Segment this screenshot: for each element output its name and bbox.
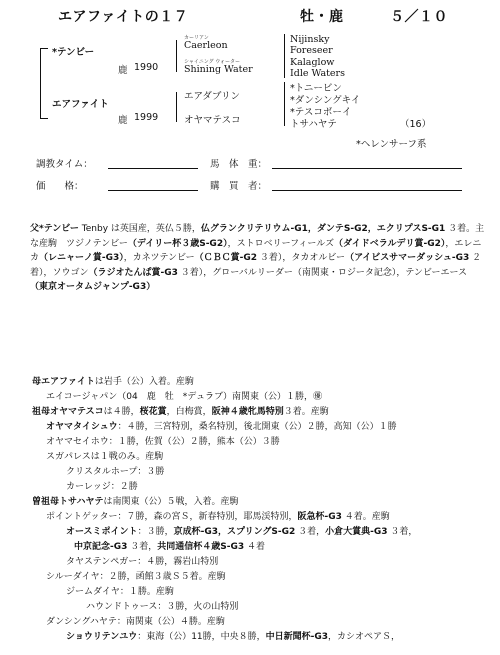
sex-color: 牡・鹿 <box>300 9 344 25</box>
horse-name: エアファイトの１７ <box>58 9 189 25</box>
sire-text-segment: （ＣＢＣ賞-G2 <box>194 253 258 263</box>
sire-text-segment: （東京オータムジャンプ-G3） <box>30 282 156 292</box>
row-text-segment: ：４勝，三宮特別，桑名特別，後北開東（公）２勝，高知（公）１勝 <box>117 422 397 432</box>
g3-5: *トニービン <box>290 83 342 94</box>
sire-name: *テンビー <box>52 47 95 58</box>
g3-8: トサハヤテ <box>290 119 337 130</box>
sire-paragraph <box>30 222 485 295</box>
dam-color: 鹿 <box>118 115 128 126</box>
sire-sire-ruby: カーリアン <box>184 35 209 41</box>
sire-text-segment: *テンビー <box>39 224 79 234</box>
row-text-segment: ４着 <box>244 542 266 552</box>
row-text-segment: ショウリテンユウ <box>66 632 138 642</box>
female-line-row <box>46 509 390 522</box>
row-text-segment: ：東海（公）11勝，中央８勝， <box>137 632 266 642</box>
female-line-row <box>46 389 322 402</box>
row-text-segment: 小倉大賞典-G3 <box>325 527 388 537</box>
sire-dam-name: Shining Water <box>184 64 253 75</box>
trainer-time-field[interactable] <box>108 168 198 169</box>
row-text-segment: 京成杯-G3，スプリングS-G2 <box>173 527 296 537</box>
pedigree-tick <box>40 48 48 49</box>
row-text-segment: ジームダイヤ：１勝。産駒 <box>66 587 174 597</box>
female-line-row <box>32 494 238 507</box>
row-text-segment: カーレッジ：２勝 <box>66 482 138 492</box>
female-line-row <box>86 599 238 612</box>
price-field[interactable] <box>108 190 198 191</box>
row-text-segment: オースミポイント <box>66 527 138 537</box>
row-text-segment: ３着。産駒 <box>283 407 329 417</box>
pedigree-bracket-sire <box>176 40 177 72</box>
sire-dam-ruby: シャイニング ウォーター <box>184 59 240 65</box>
body-weight-field[interactable] <box>272 168 462 169</box>
dam-sire-name: エアダブリン <box>184 91 240 102</box>
row-text-segment: ３着， <box>387 527 418 537</box>
row-text-segment: タヤステンペガー：４勝，霧岩山特別 <box>66 557 219 567</box>
pedigree-bracket-g3b <box>284 82 285 126</box>
row-text-segment: 曽祖母トサハヤテ <box>32 497 104 507</box>
female-line-row <box>46 569 226 582</box>
row-text-segment: 中日新聞杯-G3 <box>265 632 329 642</box>
g3-6: *ダンシングキイ <box>290 95 361 106</box>
row-text-segment: ４着。産駒 <box>341 512 390 522</box>
female-line-row <box>66 524 417 537</box>
sire-text-segment: ３着。主な産駒 ツジノテンビー <box>30 224 485 249</box>
inbreed-count: （16） <box>400 119 432 130</box>
row-text-segment: 桜花賞 <box>139 407 167 417</box>
row-text-segment: 阪急杯-G3 <box>297 512 342 522</box>
row-text-segment: 母エアファイト <box>32 377 95 387</box>
sire-text-segment: （ダイドベラルデリ賞-G2） <box>333 238 446 249</box>
row-text-segment: 中京記念-G3 <box>74 542 128 552</box>
row-text-segment: ポイントゲッター：７勝，森の宮Ｓ，新春特別，耶馬渓特別， <box>46 512 298 522</box>
female-line-row <box>74 539 265 552</box>
buyer-field[interactable] <box>272 190 462 191</box>
sire-text-segment: （ラジオたんぱ賞-G3 <box>88 267 178 278</box>
female-line-row <box>46 449 163 462</box>
g3-4: Idle Waters <box>290 68 345 79</box>
foaling-date: ５／１０ <box>390 9 448 25</box>
row-text-segment: は岩手（公）入着。産駒 <box>94 377 194 387</box>
row-text-segment: エイコージャパン（04 鹿 牡 *デュラブ）南関東（公）１勝， <box>46 392 314 402</box>
dam-year: 1999 <box>134 112 159 123</box>
body-weight-label: 馬 体 重： <box>210 159 268 170</box>
female-line-row <box>46 614 225 627</box>
sire-year: 1990 <box>134 62 159 73</box>
sire-text-segment: Tenby は英国産，英仏５勝， <box>78 224 201 234</box>
sire-text-segment: ，ストロベリーフィールズ <box>227 238 334 249</box>
pedigree-bracket-main <box>40 48 41 118</box>
sire-text-segment: 父 <box>30 224 40 234</box>
female-line-row <box>46 434 280 447</box>
sire-text-segment: ３着），グローバルリーダー（南関東・ロジータ記念），テンビーエース <box>177 267 468 278</box>
g3-2: Foreseer <box>290 45 333 56</box>
row-text-segment: は４勝， <box>103 407 140 417</box>
g3-3: Kalaglow <box>290 57 335 68</box>
female-line-row <box>66 629 400 642</box>
sire-text-segment: （デイリー杯３歳S-G2） <box>127 238 228 249</box>
pedigree-bracket-g3a <box>284 34 285 78</box>
g3-1: Nijinsky <box>290 34 330 45</box>
row-text-segment: ダンシングハヤテ：南関東（公）４勝。産駒 <box>46 617 225 627</box>
sire-text-segment: （アイビスサマーダッシュ-G3 <box>345 253 470 263</box>
dam-dam-name: オヤマテスコ <box>184 115 241 126</box>
row-text-segment: シルーダイヤ：２勝，函館３歳Ｓ５着。産駒 <box>46 572 226 582</box>
row-text-segment: 祖母オヤマテスコ <box>32 407 104 417</box>
sire-color: 鹿 <box>118 65 128 76</box>
female-line-row <box>32 404 329 417</box>
price-label: 価 格： <box>36 181 84 192</box>
pedigree-tick <box>40 118 48 119</box>
sire-text-segment: （レニャーノ賞-G3） <box>39 253 124 263</box>
female-line-row <box>66 554 218 567</box>
row-text-segment: クリスタルホープ：３勝 <box>66 467 165 477</box>
sire-sire-name: Caerleon <box>184 40 228 51</box>
pedigree-bracket-dam <box>176 92 177 122</box>
row-text-segment: ，カシオペアＳ， <box>328 632 401 642</box>
row-text-segment: ３着， <box>127 542 158 552</box>
female-line-row <box>46 419 397 432</box>
female-line-row <box>66 584 174 597</box>
row-text-segment: は南関東（公）５戦，入着。産駒 <box>103 497 239 507</box>
row-text-segment: オヤマタイシュウ <box>46 422 118 432</box>
row-text-segment: オヤマセイホウ：１勝，佐賀（公）２勝，熊本（公）３勝 <box>46 437 280 447</box>
row-text-segment: ，白梅賞， <box>166 407 212 417</box>
row-text-segment: スガパレスは１戦のみ。産駒 <box>46 452 164 462</box>
row-text-segment: 共同通信杯４歳S-G3 <box>157 542 245 552</box>
trainer-time-label: 調教タイム： <box>36 159 93 170</box>
row-text-segment: ハウンドトゥース：３勝，火の山特別 <box>86 602 239 612</box>
female-line-row <box>32 374 194 387</box>
sire-text-segment: 仏グランクリテリウム-G1，ダンテS-G2，エクリプスS-G1 <box>200 224 446 234</box>
sire-text-segment: ，エレニカ <box>30 238 482 263</box>
row-text-segment: ：３勝， <box>137 527 174 537</box>
row-text-segment: ３着， <box>295 527 326 537</box>
buyer-label: 購 買 者： <box>210 181 268 192</box>
female-line-note: *ヘレンサーフ系 <box>356 139 427 150</box>
row-text-segment: 阪神４歳牝馬特別 <box>211 407 284 417</box>
sire-text-segment: ，カネツテンビー <box>123 253 195 263</box>
g3-7: *テスコボーイ <box>290 107 352 118</box>
row-text-segment: ㊝ <box>313 392 323 402</box>
dam-name: エアファイト <box>52 99 109 110</box>
female-line-row <box>66 479 138 492</box>
sire-text-segment: ２着），ソウゴン <box>30 253 482 278</box>
sire-text-segment: ３着），タカオルビー <box>257 253 346 263</box>
female-line-row <box>66 464 164 477</box>
